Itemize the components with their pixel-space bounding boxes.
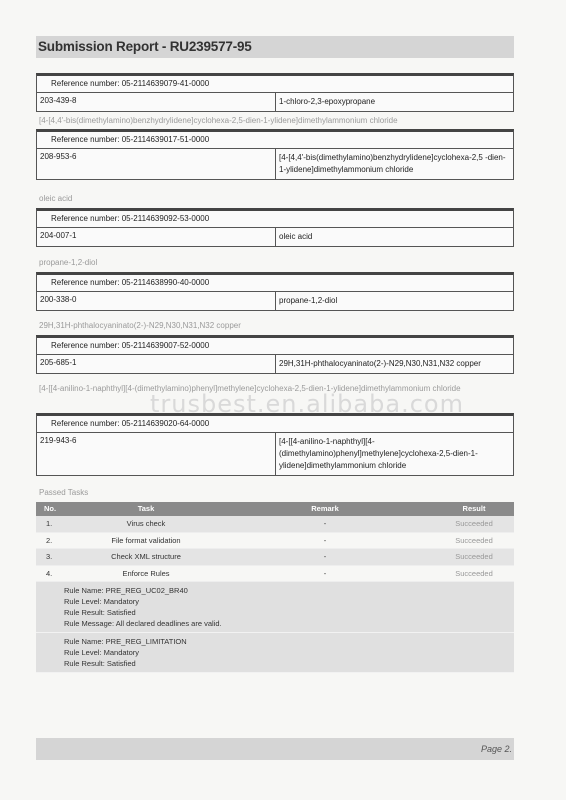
task-no: 1. <box>46 519 53 528</box>
reference-number: Reference number: 05-2114639079-41-0000 <box>37 76 513 93</box>
reference-number: Reference number: 05-2114638990-40-0000 <box>37 275 513 292</box>
task-name: File format validation <box>111 535 181 545</box>
rule-name: Rule Name: PRE_REG_UC02_BR40 <box>64 586 188 595</box>
task-remark: - <box>323 519 327 528</box>
rule-message: Rule Message: All declared deadlines are valid. <box>64 619 222 628</box>
task-result: Succeeded <box>455 519 493 528</box>
task-result: Succeeded <box>455 535 493 545</box>
task-remark: - <box>323 552 327 561</box>
task-name: Virus check <box>126 519 166 528</box>
task-remark: - <box>323 568 327 578</box>
page-title: Submission Report - RU239577-95 <box>38 39 252 54</box>
substance-name: oleic acid <box>279 232 313 241</box>
passed-tasks-label: Passed Tasks <box>39 488 89 497</box>
reference-number: Reference number: 05-2114639092-53-0000 <box>37 211 513 228</box>
rule-detail <box>36 582 514 633</box>
substance-name: 29H,31H-phthalocyaninato(2-)-N29,N30,N31,N32 copper <box>279 359 481 368</box>
table-row <box>36 533 514 550</box>
ec-number: 200-338-0 <box>37 292 276 310</box>
watermark: trusbest.en.alibaba.com <box>150 390 464 418</box>
substance-name: [4-[[4-anilino-1-naphthyl][4-(dimethylamino)phenyl]methylene]cyclohexa-2,5-dien-1-ylidene]dimethylammonium chloride <box>279 437 478 470</box>
header-task: Task <box>137 504 155 513</box>
rule-name: Rule Name: PRE_REG_LIMITATION <box>64 637 187 646</box>
reference-table <box>36 413 514 476</box>
ec-number: 204-007-1 <box>37 228 276 246</box>
rule-level: Rule Level: Mandatory <box>64 648 140 657</box>
task-remark: - <box>323 535 327 545</box>
header-no: No. <box>44 504 57 513</box>
ec-number: 208-953-6 <box>37 149 276 179</box>
rule-result: Rule Result: Satisfied <box>64 659 136 668</box>
reference-table <box>36 335 514 374</box>
rule-result: Rule Result: Satisfied <box>64 608 136 617</box>
rule-level: Rule Level: Mandatory <box>64 597 140 606</box>
task-name: Enforce Rules <box>122 568 170 578</box>
passed-tasks-table <box>36 502 514 673</box>
reference-number: Reference number: 05-2114639007-52-0000 <box>37 338 513 355</box>
section-label: [4-[4,4'-bis(dimethylamino)benzhydrylidene]cyclohexa-2,5-dien-1-ylidene]dimethylammonium chloride <box>39 116 398 125</box>
task-name: Check XML structure <box>111 552 181 561</box>
reference-table <box>36 272 514 311</box>
task-no: 3. <box>46 552 53 561</box>
substance-name: propane-1,2-diol <box>279 296 338 305</box>
substance-name: [4-[4,4'-bis(dimethylamino)benzhydrylidene]cyclohexa-2,5 -dien-1-ylidene]dimethylammonium chloride <box>279 153 506 174</box>
table-row <box>36 566 514 583</box>
page-number: Page 2. <box>480 744 512 754</box>
section-label: propane-1,2-diol <box>39 258 98 267</box>
header-result: Result <box>462 504 486 513</box>
reference-table <box>36 208 514 247</box>
rule-detail <box>36 633 514 673</box>
table-row <box>36 549 514 566</box>
task-result: Succeeded <box>455 568 493 578</box>
section-label: [4-[[4-anilino-1-naphthyl][4-(dimethylamino)phenyl]methylene]cyclohexa-2,5-dien-1-ylidene]dimethylammonium chloride <box>39 384 461 393</box>
section-label: oleic acid <box>39 194 73 203</box>
footer-bar <box>36 738 514 760</box>
table-row <box>36 516 514 533</box>
ec-number: 219-943-6 <box>37 433 276 475</box>
task-no: 2. <box>46 535 53 545</box>
tasks-header <box>36 502 514 516</box>
reference-number: Reference number: 05-2114639020-64-0000 <box>37 416 513 433</box>
reference-number: Reference number: 05-2114639017-51-0000 <box>37 132 513 149</box>
title-bar <box>36 36 514 58</box>
reference-table <box>36 129 514 180</box>
ec-number: 203-439-8 <box>37 93 276 111</box>
task-no: 4. <box>46 568 53 578</box>
ec-number: 205-685-1 <box>37 355 276 373</box>
reference-table <box>36 73 514 112</box>
section-label: 29H,31H-phthalocyaninato(2-)-N29,N30,N31,N32 copper <box>39 321 241 330</box>
header-remark: Remark <box>311 504 339 513</box>
substance-name: 1-chloro-2,3-epoxypropane <box>279 97 376 106</box>
task-result: Succeeded <box>455 552 493 561</box>
